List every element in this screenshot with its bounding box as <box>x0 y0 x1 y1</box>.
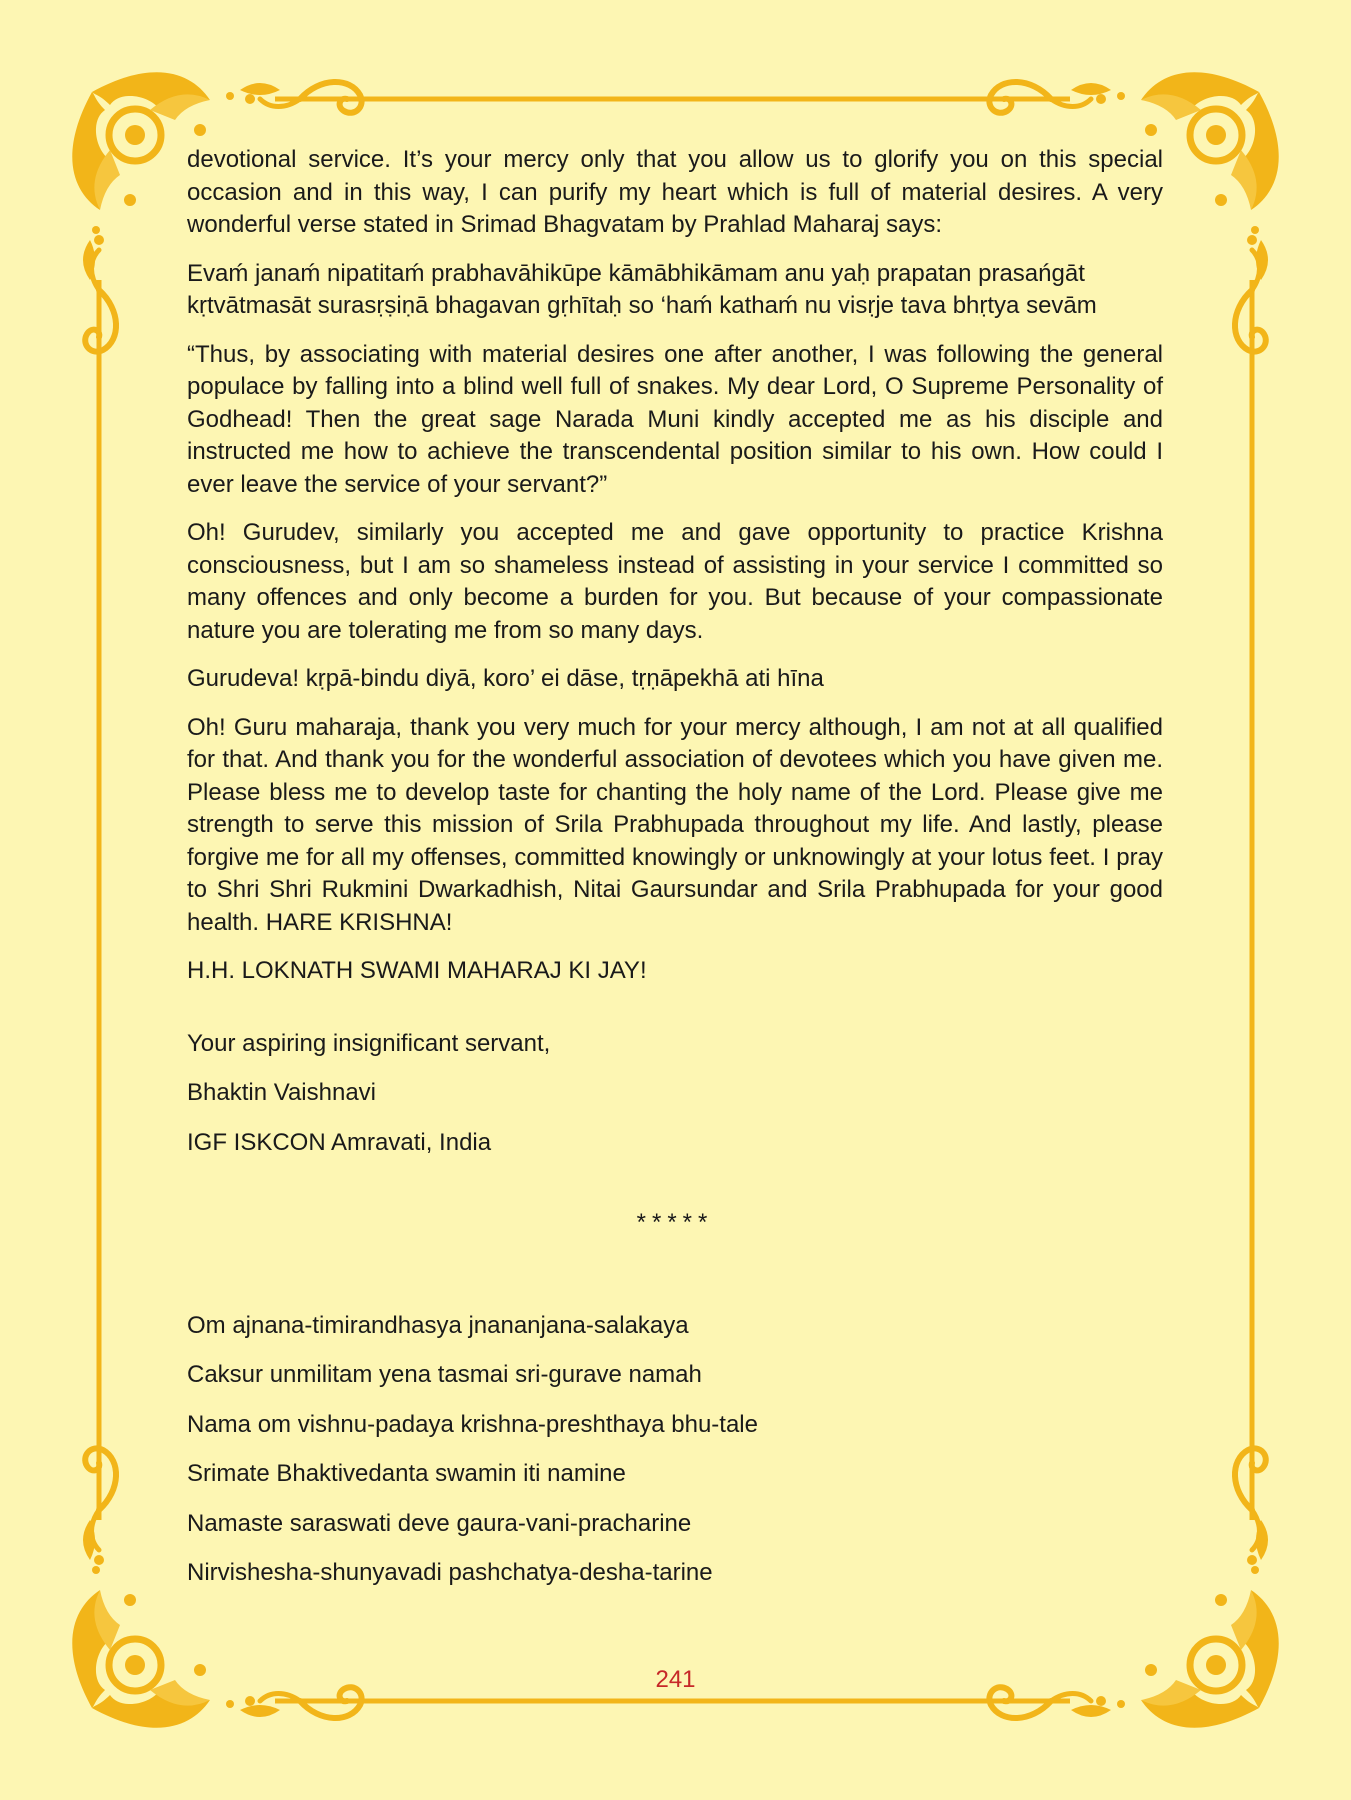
signoff: Your aspiring insignificant servant, <box>187 1029 551 1057</box>
jay-line: H.H. LOKNATH SWAMI MAHARAJ KI JAY! <box>187 957 647 984</box>
pranama-line: Namaste saraswati deve gaura-vani-pracharine <box>187 1509 692 1537</box>
page-number: 241 <box>655 1666 696 1693</box>
intro-paragraph: devotional service. It’s your mercy only that you allow us to glorify you on this special occasion and in this way, I can purify my heart which is full of material desires. A very wonderful verse stated in Srimad Bhagvatam by Prahlad Maharaj says: <box>187 146 1163 238</box>
song-line: Gurudeva! kṛpā-bindu diyā, koro’ ei dāse, tṛṇāpekhā ati hīna <box>187 665 824 692</box>
thanks-paragraph: Oh! Guru maharaja, thank you very much for your mercy although, I am not at all qualified for that. And thank you for the wonderful association of devotees which you have given me. Please bless me to develop taste for chanting the holy name of the Lord. Please give me strength to serve this mission of Srila Prabhupada throughout my life. And lastly, please forgive me for all my offenses, committed knowingly or unknowingly at your lotus feet. I pray to Shri Shri Rukmini Dwarkadhish, Nitai Gaursundar and Srila Prabhupada for your good health. HARE KRISHNA! <box>187 713 1163 936</box>
author-location: IGF ISKCON Amravati, India <box>187 1128 492 1156</box>
pranama-line: Srimate Bhaktivedanta swamin iti namine <box>187 1460 626 1487</box>
pranama-line: Caksur unmilitam yena tasmai sri-gurave namah <box>187 1361 702 1388</box>
letter-body <box>187 144 1163 1607</box>
pranama-line: Nirvishesha-shunyavadi pashchatya-desha-tarine <box>187 1559 713 1586</box>
pranama-mantra <box>187 1310 1163 1590</box>
pranama-line: Nama om vishnu-padaya krishna-preshthaya bhu-tale <box>187 1410 758 1438</box>
pranama-line: Om ajnana-timirandhasya jnananjana-salakaya <box>187 1311 689 1339</box>
author-name: Bhaktin Vaishnavi <box>187 1079 376 1106</box>
verse-translation: “Thus, by associating with material desires one after another, I was following the general populace by falling into a blind well full of snakes. My dear Lord, O Supreme Personality of Godhead! Then the great sage Narada Muni kindly accepted me as his disciple and instructed me how to achieve the transcendental position similar to his own. How could I ever leave the service of your servant?” <box>187 340 1163 498</box>
gurudev-paragraph: Oh! Gurudev, similarly you accepted me and gave opportunity to practice Krishna consciousness, but I am so shameless instead of assisting in your service I committed so many offences and only become a burden for you. But because of your compassionate nature you are tolerating me from so many days. <box>187 519 1163 644</box>
verse-line-1: Evaḿ janaḿ nipatitaḿ prabhavāhikūpe kāmābhikāmam anu yaḥ prapatan prasańgāt <box>187 259 1085 287</box>
verse-line-2: kṛtvātmasāt surasṛṣiṇā bhagavan gṛhītaḥ so ‘haḿ kathaḿ nu visṛje tava bhṛtya sevām <box>187 292 1097 319</box>
section-separator: ***** <box>636 1209 714 1236</box>
sanskrit-verse <box>187 258 1163 323</box>
